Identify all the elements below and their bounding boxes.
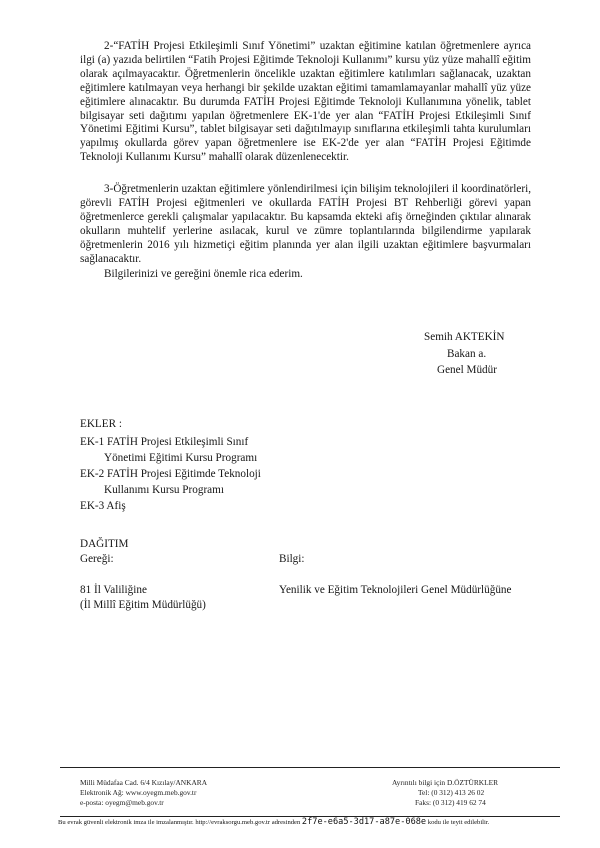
attachment-ek1-line2: Yönetimi Eğitimi Kursu Programı [104,452,258,464]
footer-tel: Tel: (0 312) 413 26 02 [418,788,485,797]
distribution-gerek-label: Gereği: [80,553,114,565]
distribution-heading: DAĞITIM [80,538,129,550]
attachment-ek2-line2: Kullanımı Kursu Programı [104,484,224,496]
verification-suffix: kodu ile teyit edilebilir. [427,819,490,826]
signer-delegation: Bakan a. [447,348,487,360]
attachments-heading: EKLER : [80,418,122,430]
signer-name: Semih AKTEKİN [424,331,505,343]
verification-code: 2f7e-e6a5-3d17-a87e-068e [301,817,427,827]
attachment-ek2-line1: EK-2 FATİH Projesi Eğitimde Teknoloji [80,468,261,480]
footer-network: Elektronik Ağ: www.oyegm.meb.gov.tr [80,788,197,797]
distribution-gerek-recipient: 81 İl Valiliğine [80,584,147,596]
footer-contact: Ayrıntılı bilgi için D.ÖZTÜRKLER [392,778,499,787]
verification-line [58,818,489,827]
distribution-gerek-recipient-sub: (İl Millî Eğitim Müdürlüğü) [80,599,206,611]
signer-title: Genel Müdür [437,364,497,376]
paragraph-3: 3-Öğretmenlerin uzaktan eğitimlere yönlendirilmesi için bilişim teknolojileri il koordinatörleri, görevli FATİH Projesi eğitmenleri ve okullarda FATİH Projesi BT Rehberliği görevi yapan öğretmenlerce gerekli çalışmalar yapılacaktır. Bu kapsamda ekteki afiş örneğinden çıktılar alınarak okulların muhtelif yerlerine asılacak, kurul ve zümre toplantılarında bilgilendirme yapılarak öğretmenlerin 2016 yılı hizmetiçi eğitim planında yer alan ilgili uzaktan eğitimlere başvurmaları sağlanacaktır. [80,183,531,265]
paragraph-2: 2-“FATİH Projesi Etkileşimli Sınıf Yönetimi” uzaktan eğitimine katılan öğretmenlere ayrıca ilgi (a) yazıda belirtilen “Fatih Projesi Eğitimde Teknoloji Kullanımı” kursu yüz yüze mahallî eğitim olarak açılmayacaktır. Öğretmenlerin öncelikle uzaktan eğitimlere katılımları sağlanacak, uzaktan eğitimlere katılmayan veya herhangi bir şekilde uzaktan eğitimi tamamlamayanlar mahallî yüz yüze eğitimlere alınacaktır. Bu durumda FATİH Projesi Eğitimde Teknoloji Kullanımına yönelik, tablet bilgisayar seti dağıtımı yapılan öğretmenlere EK-1'de yer alan “FATİH Projesi Etkileşimli Sınıf Yönetimi Eğitimi Kursu”, tablet bilgisayar seti dağıtılmayıp sınıflarına etkileşimli tahta kurulumları yapılmış okullarda görev yapan öğretmenlere ise EK-2'de yer alan “FATİH Projesi Eğitimde Teknoloji Kullanımı Kursu” mahallî olarak düzenlenecektir. [80,40,531,164]
distribution-bilgi-label: Bilgi: [279,553,305,565]
verification-prefix: Bu evrak güvenli elektronik imza ile imzalanmıştır. http://evraksorgu.meb.gov.tr adresinden [58,819,301,826]
distribution-bilgi-recipient: Yenilik ve Eğitim Teknolojileri Genel Müdürlüğüne [279,584,512,596]
footer-fax: Faks: (0 312) 419 62 74 [415,798,486,807]
closing-line: Bilgilerinizi ve gereğini önemle rica ederim. [104,268,303,280]
attachment-ek1-line1: EK-1 FATİH Projesi Etkileşimli Sınıf [80,436,249,448]
footer-address: Milli Müdafaa Cad. 6/4 Kızılay/ANKARA [80,778,208,787]
footer-divider [60,767,560,768]
footer-email: e-posta: oyegm@meb.gov.tr [80,798,164,807]
attachment-ek3: EK-3 Afiş [80,500,126,512]
